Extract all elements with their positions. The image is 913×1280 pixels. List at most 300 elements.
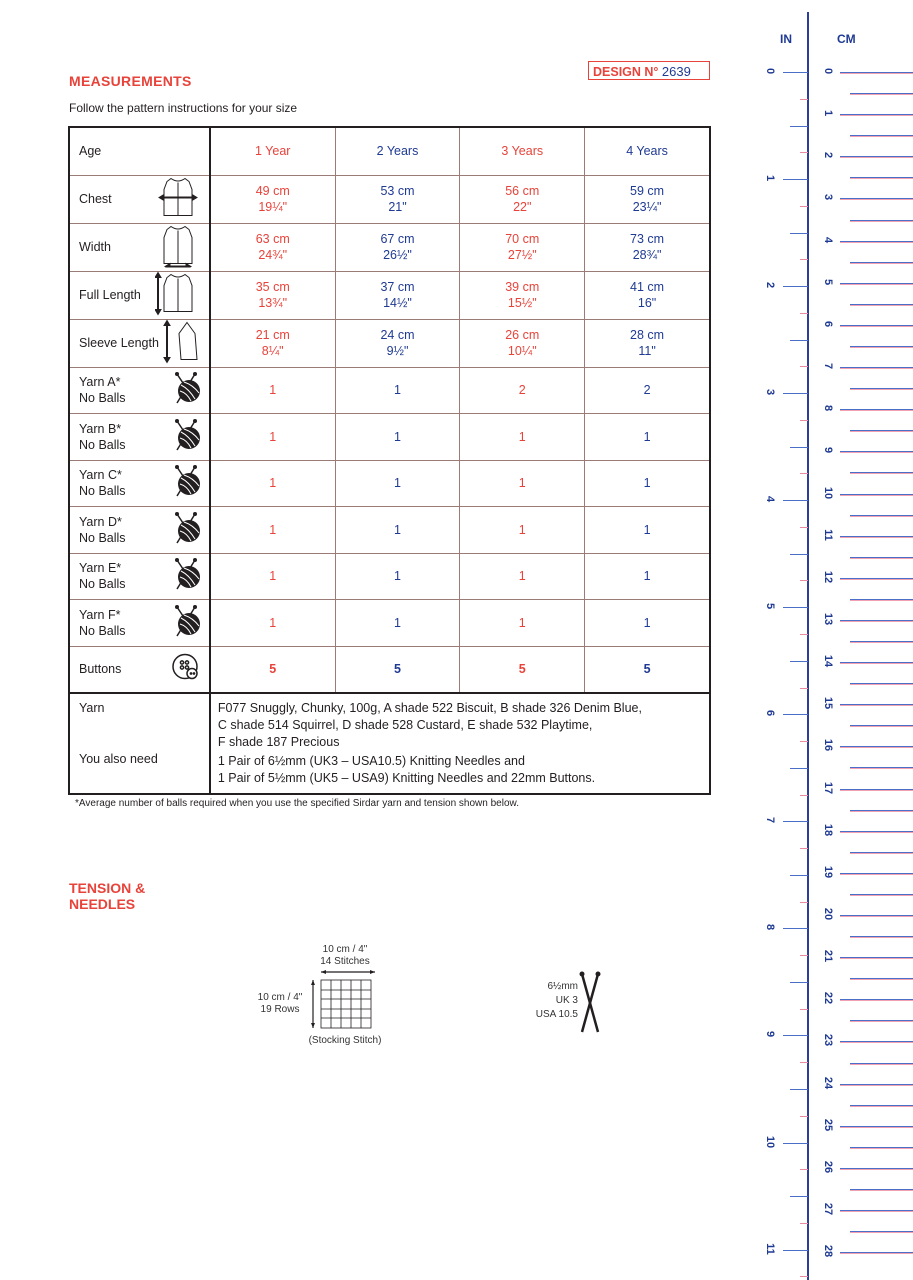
inch-tick — [800, 634, 808, 635]
half-cm-tick — [850, 135, 913, 136]
design-label: DESIGN N° — [593, 65, 659, 79]
design-number-badge — [588, 61, 710, 80]
inch-number: 10 — [764, 1135, 776, 1148]
measurement-cell — [210, 319, 335, 367]
button-count-cell: 5 — [585, 646, 710, 693]
cm-number: 26 — [822, 1160, 834, 1174]
stitch-type: (Stocking Stitch) — [308, 1035, 382, 1046]
yarn-info-line: F shade 187 Precious — [217, 734, 340, 749]
cm-tick — [840, 831, 913, 832]
row-count: 19 Rows — [260, 1004, 300, 1015]
inch-tick — [800, 99, 808, 100]
ball-count-cell: 1 — [585, 460, 710, 507]
value-cm: 41 cm — [630, 280, 665, 294]
cm-number: 28 — [822, 1245, 834, 1258]
half-cm-tick — [850, 1147, 913, 1148]
row-label: Age — [69, 127, 210, 175]
measurement-cell — [585, 271, 710, 319]
row-label — [69, 271, 210, 319]
value-inches: 15½" — [507, 296, 537, 310]
cm-number: 8 — [822, 405, 834, 412]
inch-tick — [783, 500, 808, 501]
cm-number: 20 — [822, 907, 834, 921]
also-need-label: You also need — [79, 751, 158, 766]
value-inches: 10¼" — [507, 344, 537, 358]
column-header: 2 Years — [335, 127, 460, 175]
half-cm-tick — [850, 346, 913, 347]
value-cm: 70 cm — [505, 232, 540, 246]
row-label-text: Chest — [79, 192, 112, 206]
cm-number: 4 — [822, 236, 834, 243]
ball-count-cell: 1 — [460, 460, 585, 507]
inch-tick — [800, 313, 808, 314]
cm-tick — [840, 1252, 913, 1253]
ball-count-cell: 1 — [335, 460, 460, 507]
ball-count-cell: 2 — [585, 367, 710, 414]
cm-number: 3 — [822, 194, 834, 201]
yarn-sublabel: No Balls — [79, 623, 126, 638]
table-row-yarn — [69, 507, 710, 554]
table-row-yarn — [69, 553, 710, 600]
half-cm-tick — [850, 472, 913, 473]
inch-tick — [800, 955, 808, 956]
value-inches: 14½" — [383, 296, 412, 310]
inch-number: 2 — [764, 282, 776, 289]
row-label — [69, 460, 210, 507]
inch-number: 9 — [764, 1031, 776, 1038]
cm-tick — [840, 915, 913, 916]
table-row-age — [69, 127, 710, 175]
cm-tick — [840, 957, 913, 958]
inch-tick — [800, 527, 808, 528]
cm-tick — [840, 367, 913, 368]
yarn-ball-icon — [171, 511, 201, 549]
ball-count-cell: 1 — [210, 507, 335, 554]
yarn-ball-icon — [171, 371, 201, 409]
measurement-cell — [585, 319, 710, 367]
half-cm-tick — [850, 599, 913, 600]
inch-tick — [800, 473, 808, 474]
cm-number: 5 — [822, 278, 834, 285]
measuring-ruler — [740, 0, 913, 1280]
value-cm: 26 cm — [505, 328, 540, 342]
inch-tick — [800, 420, 808, 421]
knitting-needles-icon — [578, 970, 602, 1036]
inch-number: 1 — [764, 174, 776, 182]
value-inches: 8¼" — [261, 344, 284, 358]
cm-number: 27 — [822, 1202, 834, 1216]
cm-tick — [840, 156, 913, 157]
table-row-measurement — [69, 175, 710, 223]
ball-count-cell: 1 — [210, 367, 335, 414]
yarn-label: Yarn E* — [79, 561, 122, 576]
half-cm-tick — [850, 683, 913, 684]
button-count-cell: 5 — [210, 646, 335, 693]
value-inches: 24¾" — [258, 248, 288, 262]
half-cm-tick — [850, 725, 913, 726]
column-header: 4 Years — [585, 127, 710, 175]
row-label — [69, 600, 210, 647]
inch-tick — [790, 233, 808, 234]
measurement-cell — [460, 271, 585, 319]
cm-tick — [840, 873, 913, 874]
ball-count-cell: 1 — [335, 367, 460, 414]
half-cm-tick — [850, 220, 913, 221]
cm-tick — [840, 1168, 913, 1169]
half-cm-tick — [850, 852, 913, 853]
button-count-cell: 5 — [335, 646, 460, 693]
measurement-cell — [460, 223, 585, 271]
cm-tick — [840, 746, 913, 747]
cm-tick — [840, 409, 913, 410]
cm-number: 13 — [822, 612, 834, 626]
cm-tick — [840, 578, 913, 579]
button-count-cell: 5 — [460, 646, 585, 693]
inch-tick — [800, 1009, 808, 1010]
measurement-cell — [335, 271, 460, 319]
table-row-yarn — [69, 600, 710, 647]
yarn-info-label: Yarn — [79, 700, 105, 715]
inch-tick — [783, 393, 808, 394]
ball-count-cell: 1 — [460, 600, 585, 647]
ball-count-cell: 1 — [585, 600, 710, 647]
cm-number: 19 — [822, 865, 834, 878]
yarn-info-line: F077 Snuggly, Chunky, 100g, A shade 522 Biscuit, B shade 326 Denim Blue, — [217, 700, 642, 715]
inch-tick — [790, 661, 808, 662]
cm-tick — [840, 999, 913, 1000]
yarn-label: Yarn D* — [79, 514, 122, 529]
yarn-label: Yarn C* — [79, 468, 122, 483]
ball-count-cell: 1 — [585, 414, 710, 461]
yarn-info-line: C shade 514 Squirrel, D shade 528 Custard, E shade 532 Playtime, — [217, 717, 593, 732]
cm-number: 7 — [822, 362, 834, 370]
table-row-yarn — [69, 367, 710, 414]
cm-number: 18 — [822, 823, 834, 836]
cm-number: 22 — [822, 992, 834, 1005]
table-row-yarn — [69, 460, 710, 507]
ruler-cm-label: CM — [837, 32, 856, 46]
half-cm-tick — [850, 1020, 913, 1021]
value-inches: 23¼" — [632, 200, 662, 214]
inch-tick — [800, 1223, 808, 1224]
value-inches: 9½" — [386, 344, 409, 358]
table-row-buttons — [69, 646, 710, 693]
half-cm-tick — [850, 388, 913, 389]
half-cm-tick — [850, 557, 913, 558]
value-inches: 28¾" — [632, 248, 662, 262]
half-cm-tick — [850, 177, 913, 178]
inch-number: 8 — [764, 924, 776, 931]
yarn-ball-icon — [171, 418, 201, 456]
cm-tick — [840, 114, 913, 115]
inch-tick — [800, 366, 808, 367]
inch-tick — [800, 902, 808, 903]
half-cm-tick — [850, 1231, 913, 1232]
row-label — [69, 507, 210, 554]
cm-number: 6 — [822, 320, 834, 327]
inch-number: 5 — [764, 603, 776, 610]
ball-count-cell: 1 — [210, 414, 335, 461]
sleeve-length-icon — [161, 320, 201, 367]
cm-tick — [840, 1126, 913, 1127]
measurement-cell — [335, 175, 460, 223]
value-cm: 37 cm — [380, 280, 415, 294]
inch-tick — [790, 447, 808, 448]
yarn-label: Yarn F* — [79, 607, 121, 622]
ball-count-cell: 1 — [335, 600, 460, 647]
measurement-cell — [460, 175, 585, 223]
garment-width-icon — [155, 224, 201, 271]
needle-uk: UK 3 — [555, 995, 578, 1006]
value-cm: 59 cm — [630, 184, 665, 198]
half-cm-tick — [850, 1063, 913, 1064]
footnote: *Average number of balls required when you use the specified Sirdar yarn and tension shown below. — [75, 798, 519, 809]
cm-number: 10 — [822, 486, 834, 499]
cm-tick — [840, 1041, 913, 1042]
value-cm: 53 cm — [380, 184, 415, 198]
inch-number: 6 — [764, 710, 776, 717]
also-need-line: 1 Pair of 5½mm (UK5 – USA9) Knitting Needles and 22mm Buttons. — [217, 770, 596, 785]
materials-text — [210, 693, 710, 794]
inch-tick — [800, 152, 808, 153]
yarn-label: Yarn B* — [79, 421, 122, 436]
tension-title-line: TENSION & — [69, 880, 146, 896]
inch-tick — [783, 72, 808, 73]
buttons-label: Buttons — [79, 662, 122, 676]
inch-tick — [800, 688, 808, 689]
table-row-measurement — [69, 319, 710, 367]
needle-size-label — [520, 980, 578, 1022]
row-label — [69, 367, 210, 414]
inch-tick — [800, 259, 808, 260]
ball-count-cell: 1 — [460, 553, 585, 600]
value-cm: 21 cm — [255, 328, 290, 342]
value-inches: 21" — [388, 200, 407, 214]
needle-usa: USA 10.5 — [535, 1009, 578, 1020]
row-label — [69, 175, 210, 223]
inch-tick — [790, 768, 808, 769]
measurements-table — [68, 126, 711, 795]
inch-tick — [783, 607, 808, 608]
cm-number: 1 — [822, 110, 834, 117]
row-label — [69, 553, 210, 600]
inch-tick — [783, 1035, 808, 1036]
half-cm-tick — [850, 810, 913, 811]
value-inches: 22" — [513, 200, 532, 214]
value-inches: 26½" — [383, 248, 412, 262]
inch-number: 0 — [764, 67, 776, 75]
inch-tick — [790, 982, 808, 983]
cm-tick — [840, 241, 913, 242]
cm-number: 23 — [822, 1034, 834, 1047]
cm-number: 16 — [822, 739, 834, 752]
measurement-cell — [210, 271, 335, 319]
value-cm: 49 cm — [255, 184, 290, 198]
value-cm: 67 cm — [380, 232, 415, 246]
half-cm-tick — [850, 894, 913, 895]
ball-count-cell: 1 — [460, 507, 585, 554]
yarn-ball-icon — [171, 464, 201, 502]
yarn-sublabel: No Balls — [79, 484, 126, 499]
measurement-cell — [210, 175, 335, 223]
yarn-ball-icon — [171, 557, 201, 595]
value-inches: 27½" — [507, 248, 537, 262]
cm-number: 15 — [822, 697, 834, 710]
yarn-sublabel: No Balls — [79, 437, 126, 452]
ball-count-cell: 1 — [585, 553, 710, 600]
measurement-cell — [585, 175, 710, 223]
cm-number: 11 — [822, 528, 834, 541]
cm-tick — [840, 283, 913, 284]
inch-tick — [800, 741, 808, 742]
stitch-count: 14 Stitches — [320, 956, 370, 967]
cm-number: 21 — [822, 950, 834, 963]
yarn-sublabel: No Balls — [79, 577, 126, 592]
row-label-text: Full Length — [79, 288, 141, 302]
cm-number: 9 — [822, 447, 834, 454]
column-header: 3 Years — [460, 127, 585, 175]
inch-number: 11 — [764, 1242, 776, 1255]
value-cm: 35 cm — [255, 280, 290, 294]
inch-tick — [783, 928, 808, 929]
value-inches: 16" — [637, 296, 657, 310]
row-label — [69, 223, 210, 271]
inch-tick — [790, 340, 808, 341]
height-measure: 10 cm / 4" — [257, 992, 303, 1003]
row-label-text: Sleeve Length — [79, 336, 159, 350]
inch-tick — [800, 795, 808, 796]
value-inches: 11" — [638, 344, 656, 358]
cm-number: 25 — [822, 1118, 834, 1131]
table-row-measurement — [69, 271, 710, 319]
inch-tick — [790, 1196, 808, 1197]
cm-number: 2 — [822, 152, 834, 159]
cm-tick — [840, 1210, 913, 1211]
inch-tick — [800, 206, 808, 207]
cm-number: 12 — [822, 570, 834, 583]
ruler-in-label: IN — [780, 32, 792, 46]
half-cm-tick — [850, 93, 913, 94]
row-label — [69, 319, 210, 367]
cm-number: 24 — [822, 1076, 834, 1089]
inch-tick — [790, 875, 808, 876]
half-cm-tick — [850, 515, 913, 516]
cm-tick — [840, 662, 913, 663]
half-cm-tick — [850, 641, 913, 642]
value-inches: 19¼" — [258, 200, 288, 214]
half-cm-tick — [850, 978, 913, 979]
measurement-cell — [335, 223, 460, 271]
section-title-measurements: MEASUREMENTS — [69, 73, 192, 89]
value-cm: 24 cm — [380, 328, 415, 342]
measurement-cell — [585, 223, 710, 271]
inch-tick — [800, 1062, 808, 1063]
also-need-line: 1 Pair of 6½mm (UK3 – USA10.5) Knitting Needles and — [217, 753, 525, 768]
inch-tick — [790, 554, 808, 555]
cm-number: 0 — [822, 67, 834, 75]
inch-number: 7 — [764, 817, 776, 824]
inch-tick — [783, 1250, 808, 1251]
table-row-measurement — [69, 223, 710, 271]
half-cm-tick — [850, 430, 913, 431]
inch-tick — [800, 580, 808, 581]
inch-tick — [800, 1276, 808, 1277]
yarn-label: Yarn A* — [79, 375, 121, 390]
cm-tick — [840, 198, 913, 199]
ball-count-cell: 1 — [210, 460, 335, 507]
buttons-icon — [171, 653, 201, 686]
cm-tick — [840, 72, 913, 73]
tension-height-label — [250, 992, 310, 1016]
tension-title-line: NEEDLES — [69, 896, 136, 912]
value-cm: 28 cm — [630, 328, 665, 342]
inch-tick — [800, 1116, 808, 1117]
inch-tick — [783, 714, 808, 715]
column-header: 1 Year — [210, 127, 335, 175]
yarn-sublabel: No Balls — [79, 530, 126, 545]
inch-number: 4 — [764, 496, 776, 503]
intro-text: Follow the pattern instructions for your size — [69, 101, 298, 115]
ball-count-cell: 1 — [335, 507, 460, 554]
cm-tick — [840, 325, 913, 326]
needle-size: 6½mm — [547, 981, 578, 992]
inch-number: 3 — [764, 389, 776, 396]
inch-tick — [800, 1169, 808, 1170]
measurement-cell — [210, 223, 335, 271]
inch-tick — [790, 126, 808, 127]
half-cm-tick — [850, 304, 913, 305]
measurement-cell — [460, 319, 585, 367]
width-measure: 10 cm / 4" — [322, 944, 368, 955]
value-cm: 56 cm — [505, 184, 540, 198]
yarn-ball-icon — [171, 604, 201, 642]
inch-tick — [783, 1143, 808, 1144]
inch-tick — [783, 821, 808, 822]
cm-tick — [840, 704, 913, 705]
value-cm: 39 cm — [505, 280, 540, 294]
table-row-materials — [69, 693, 710, 794]
design-number: 2639 — [661, 64, 691, 79]
tension-grid-icon — [307, 970, 377, 1030]
half-cm-tick — [850, 1105, 913, 1106]
cm-tick — [840, 789, 913, 790]
tension-width-label — [300, 944, 390, 968]
value-inches: 13¾" — [258, 296, 288, 310]
inch-tick — [800, 848, 808, 849]
garment-chest-icon — [155, 176, 201, 223]
cm-number: 14 — [822, 654, 834, 668]
cm-tick — [840, 620, 913, 621]
ball-count-cell: 1 — [585, 507, 710, 554]
cm-tick — [840, 494, 913, 495]
ball-count-cell: 1 — [210, 600, 335, 647]
value-cm: 63 cm — [255, 232, 290, 246]
cm-tick — [840, 451, 913, 452]
section-title-tension — [69, 880, 145, 912]
cm-tick — [840, 1084, 913, 1085]
cm-number: 17 — [822, 781, 834, 794]
cm-tick — [840, 536, 913, 537]
garment-length-icon — [155, 272, 201, 319]
ball-count-cell: 1 — [210, 553, 335, 600]
table-row-yarn — [69, 414, 710, 461]
inch-tick — [783, 179, 808, 180]
measurement-cell — [335, 319, 460, 367]
ball-count-cell: 1 — [460, 414, 585, 461]
inch-tick — [790, 1089, 808, 1090]
yarn-sublabel: No Balls — [79, 391, 126, 406]
half-cm-tick — [850, 1189, 913, 1190]
